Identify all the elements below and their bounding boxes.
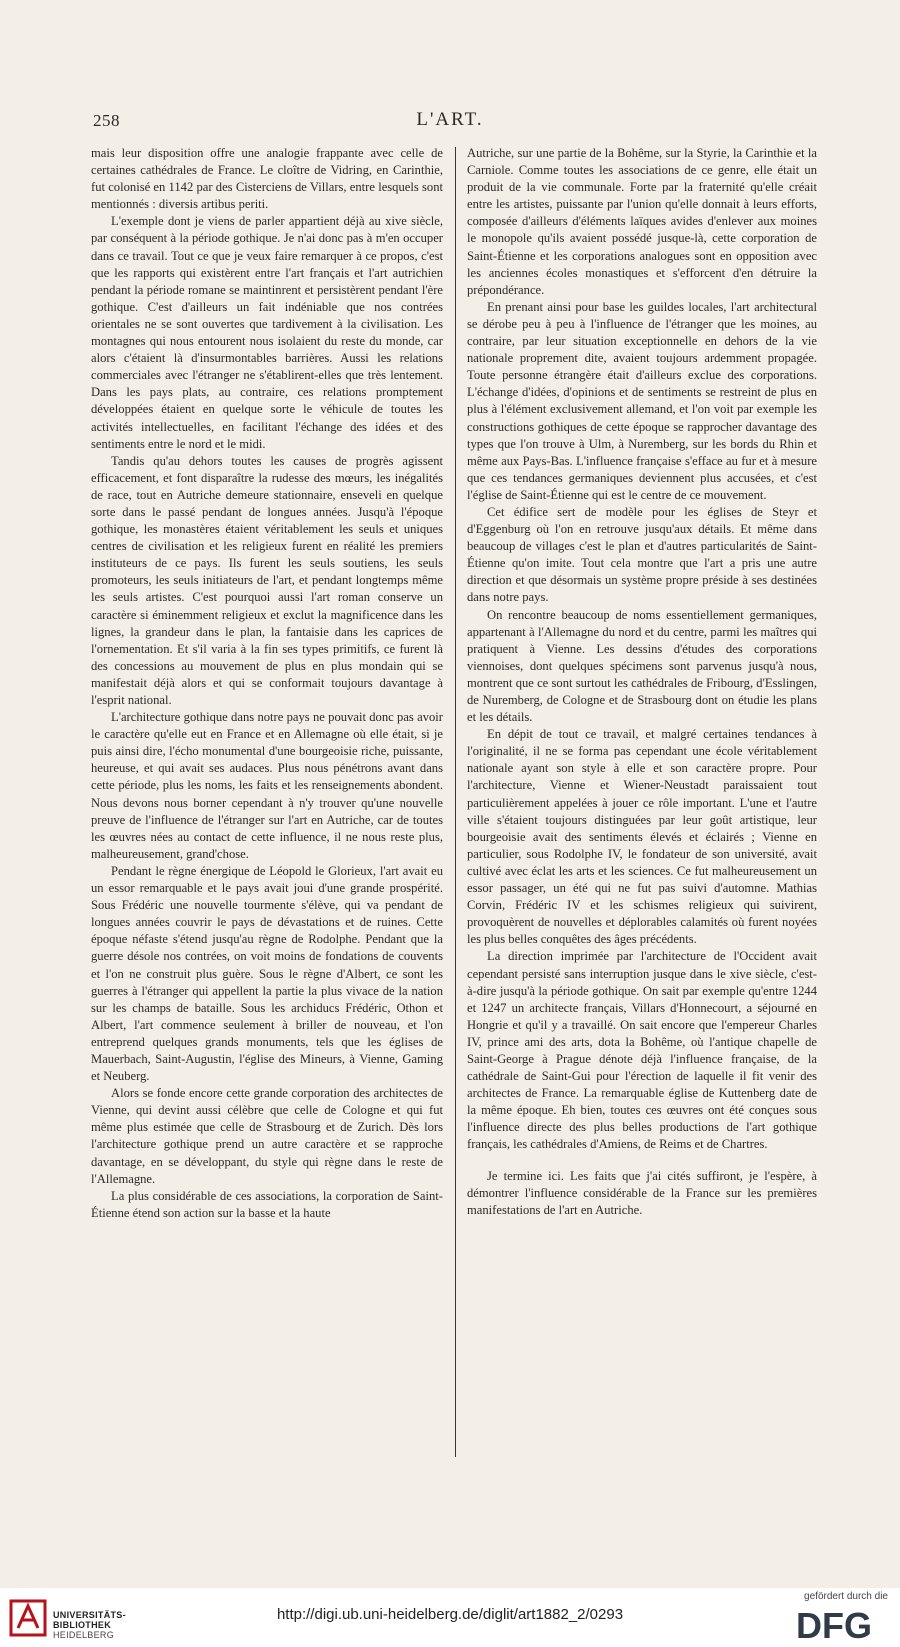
page-number: 258 <box>93 111 120 130</box>
dfg-logo-icon <box>794 1606 888 1642</box>
paragraph: En dépit de tout ce travail, et malgré certaines tendances à l'originalité, il ne se forma pas cependant une école véritablement nationale ayant son style à elle et son caractère propre. Pour l'architecture, Vienne et Wiener-Neustadt paraissaient tout particulièrement appelées à jouer ce rôle important. L'une et l'autre ville s'étaient toujours distinguées par leur goût artistique, leur bourgeoisie avait des sentiments élevés et éclairés ; Vienne en particulier, sous Rodolphe IV, le fondateur de son université, avait cultivé avec éclat les arts et les sciences. Ce fut malheureusement un essor passager, un été qui ne fut pas suivi d'automne. Mathias Corvin, Frédéric IV et les schismes religieux qui suivirent, provoquèrent de nouvelles et déplorables calamités où furent noyées les plus belles conquêtes des âges précédents. <box>467 727 817 947</box>
paragraph: On rencontre beaucoup de noms essentiellement germaniques, appartenant à l'Allemagne du nord et du centre, parmi les maîtres qui pratiquent à Vienne. Les dessins d'études des corporations viennoises, dont quelques spécimens sont parvenus jusqu'à nous, montrent que ce sont surtout les cathédrales de Fribourg, d'Esslingen, de Nuremberg, de Cologne et de Strasbourg dont on étudie les plans et les détails. <box>467 607 817 725</box>
library-name-line2: BIBLIOTHEK <box>53 1620 111 1630</box>
paragraph: La plus considérable de ces associations, la corporation de Saint-Étienne étend son action sur la basse et la haute <box>91 1188 443 1220</box>
column-divider <box>455 147 456 1457</box>
paragraph: Cet édifice sert de modèle pour les églises de Steyr et d'Eggenburg où l'on en retrouve jusqu'aux détails. Et même dans beaucoup de villages c'est le plan et d'autres particularités de Saint-Étienne qu'on imite. Tout cela montre que l'art a pris une autre direction et que désormais un système propre préside à ses destinées dans notre pays. <box>467 504 817 605</box>
right-text-column <box>467 145 817 1219</box>
paragraph: Tandis qu'au dehors toutes les causes de progrès agissent efficacement, et font disparaître la rudesse des mœurs, les inégalités de race, tout en Autriche demeure stationnaire, enseveli en quelque sorte dans le passé pendant de longues années. Jusqu'à l'époque gothique, les monastères étaient véritablement les seuls et uniques centres de civilisation et les religieux furent en réalité les premiers instituteurs de ce pays. Ils furent les seuls soutiens, les seuls promoteurs, les seuls initiateurs de l'art, et pendant longtemps même les seuls artistes. C'est pourquoi aussi l'art roman conserve un caractère si éminemment religieux et exclut la magnificence dans les lignes, la grandeur dans le plan, la fantaisie dans les caprices de l'ornementation. Et s'il varia à la fin ses types primitifs, ce furent là des concessions au mouvement de plus en plus mondain qui se manifestait déjà alors et qui se conformait toujours davantage à l'esprit national. <box>91 453 443 707</box>
running-title: L'ART. <box>416 109 484 130</box>
library-name-line1: UNIVERSITÄTS- <box>53 1610 126 1620</box>
digitization-footer <box>0 1588 900 1647</box>
library-city: HEIDELBERG <box>53 1630 115 1640</box>
paragraph: Je termine ici. Les faits que j'ai cités suffiront, je l'espère, à démontrer l'influence considérable de la France sur les premières manifestations de l'art en Autriche. <box>467 1168 817 1217</box>
sponsor-note: gefördert durch die <box>804 1591 888 1602</box>
paragraph: Pendant le règne énergique de Léopold le Glorieux, l'art avait eu un essor remarquable et le pays avait joui d'une grande prospérité. Sous Frédéric une nouvelle tourmente s'élève, qui va pendant de longues années couvrir le pays de dévastations et de ruines. Cette époque néfaste s'étend jusqu'au règne de Rodolphe. Pendant que la guerre désole nos contrées, on voit moins de fondations de couvents et l'on ne construit plus guère. Sous le règne d'Albert, ce sont les guerres à l'étranger qui appellent la partie la plus vivace de la nation sur les champs de bataille. Sous les archiducs Frédéric, Othon et Albert, l'art commence seulement à briller de nouveau, et l'on entreprend quelques grands monuments, tels que les églises de Mauerbach, Saint-Augustin, l'église des Mineurs, à Vienne, Gaming et Neuberg. <box>91 863 443 1084</box>
left-text-column <box>91 145 443 1222</box>
paragraph: L'exemple dont je viens de parler appartient déjà au xive siècle, par conséquent à la période gothique. Je n'ai donc pas à m'en occuper dans ce travail. Tout ce que je veux faire remarquer à ce propos, c'est que les rapports qui existèrent entre l'art français et l'art autrichien pendant la période romane se maintinrent et persistèrent pendant l'ère gothique. C'est d'ailleurs un fait indéniable que nos contrées orientales ne se sont ouvertes que tardivement à la civilisation. Les montagnes qui nous entourent nous isolaient du reste du monde, car alors c'étaient là d'insurmontables barrières. Aussi les relations commerciales avec l'étranger ne s'établirent-elles que très lentement. Dans les pays plats, au contraire, ces relations promptement développées étaient en quelque sorte le véhicule de toutes les activités intellectuelles, en facilitant l'échange des idées et des sentiments entre le nord et le midi. <box>91 214 443 451</box>
paragraph: Alors se fonde encore cette grande corporation des architectes de Vienne, qui devint aussi célèbre que celle de Cologne et qui fut même plus estimée que celle de Strasbourg et de Zurich. Dès lors l'architecture gothique prend un autre caractère et se rapproche davantage, en se développant, du style qui règne dans le reste de l'Allemagne. <box>91 1086 443 1186</box>
paragraph: En prenant ainsi pour base les guildes locales, l'art architectural se dérobe peu à peu à l'influence de l'étranger que les moines, au contraire, par leur situation exceptionnelle en dehors de la vie nationale proprement dite, avaient toujours ardemment propagée. Toute personne étrangère était d'ailleurs exclue des corporations. L'échange d'idées, d'opinions et de sentiments se restreint de plus en plus à l'élément exclusivement allemand, et l'on voit par exemple les constructions gothiques de cette époque se rapprocher davantage des types que l'on trouve à Ulm, à Nuremberg, sur les bords du Rhin et même aux Pays-Bas. L'influence française s'efface au fur et à mesure que ces tendances germaniques deviennent plus accusées, et c'est l'église de Saint-Étienne qui est le centre de ce mouvement. <box>467 299 817 502</box>
paragraph: L'architecture gothique dans notre pays ne pouvait donc pas avoir le caractère qu'elle eut en France et en Allemagne où elle était, si je puis ainsi dire, l'écho monumental d'une bourgeoisie riche, puissante, heureuse, et qui avait ses audaces. Plus nous pénétrons avant dans cette période, plus les noms, les faits et les renseignements abondent. Nous devons nous borner cependant à n'y trouver qu'une nouvelle preuve de l'influence de l'étranger sur l'art en Autriche, car de toutes les œuvres nées au contact de cette influence, il ne nous reste plus, malheureusement, grand'chose. <box>91 710 443 861</box>
source-url-link[interactable]: http://digi.ub.uni-heidelberg.de/diglit/art1882_2/0293 <box>276 1606 624 1623</box>
paragraph: Autriche, sur une partie de la Bohême, sur la Styrie, la Carinthie et la Carniole. Comme toutes les associations de ce genre, elle était un produit de la vie communale. Forte par la fraternité qu'elle créait entre les artistes, puissante par l'union qu'elle donnait à leurs efforts, composée d'ailleurs d'éléments laïques avides d'enlever aux moines le monopole qu'ils avaient possédé jusque-là, cette corporation de Saint-Étienne et les corporations analogues sont en opposition avec les anciennes écoles monastiques et s'efforcent d'en détruire la prépondérance. <box>467 146 817 297</box>
paragraph: La direction imprimée par l'architecture de l'Occident avait cependant persisté sans interruption jusque dans le xive siècle, c'est-à-dire jusqu'à la période gothique. On sait par exemple qu'entre 1244 et 1247 un architecte français, Villars d'Honnecourt, a séjourné en Hongrie et qu'il y a travaillé. On sait encore que l'empereur Charles IV, prince ami des arts, dota la Bohême, où l'antique chapelle de Saint-George à Prague dénote déjà l'influence française, de la cathédrale de Saint-Gui pour l'érection de laquelle il fit venir des architectes de France. La remarquable église de Kuttenberg date de la même époque. Eh bien, toutes ces œuvres ont été conçues sous l'influence directe des plus belles productions de l'art gothique français, les cathédrales d'Amiens, de Reims et de Chartres. <box>467 949 817 1152</box>
dfg-logo-text: DFG <box>796 1606 872 1642</box>
paragraph: mais leur disposition offre une analogie frappante avec celle de certaines cathédrales de France. Le cloître de Vidring, en Carinthie, fut colonisé en 1142 par des Cisterciens de Villars, entre lesquels sont mentionnés : diversis artibus periti. <box>91 146 443 212</box>
